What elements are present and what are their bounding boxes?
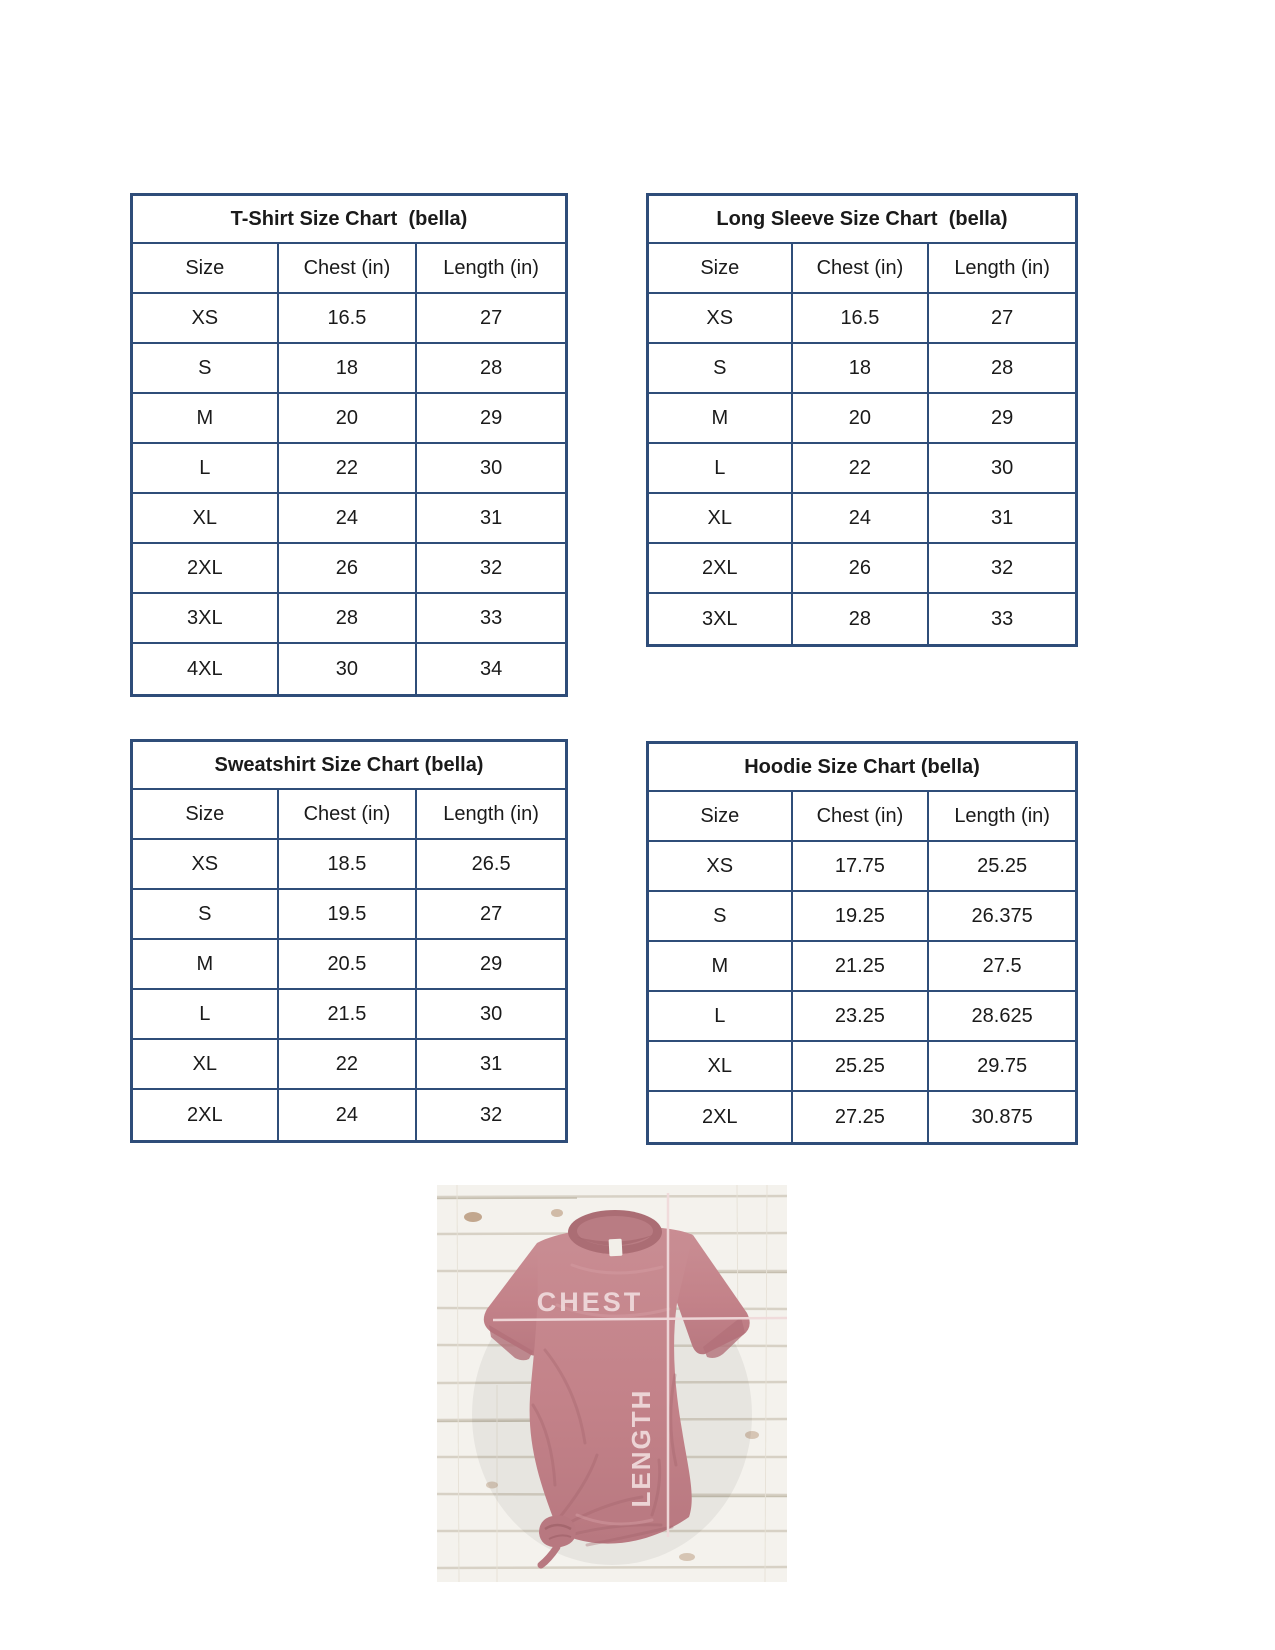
size-cell: XL xyxy=(133,494,279,544)
chest-cell: 19.25 xyxy=(793,892,930,942)
neck-tag xyxy=(609,1239,623,1257)
length-cell: 31 xyxy=(929,494,1075,544)
chest-cell: 22 xyxy=(279,1040,418,1090)
tshirt-size-chart-table xyxy=(130,193,568,697)
length-cell: 27 xyxy=(929,294,1075,344)
length-cell: 30 xyxy=(417,990,565,1040)
chest-cell: 21.25 xyxy=(793,942,930,992)
size-cell: XL xyxy=(649,1042,793,1092)
table-title: Sweatshirt Size Chart (bella) xyxy=(133,742,565,790)
chest-cell: 18.5 xyxy=(279,840,418,890)
column-header: Length (in) xyxy=(417,790,565,840)
size-guide-illustration xyxy=(437,1185,787,1582)
table-title: Hoodie Size Chart (bella) xyxy=(649,744,1075,792)
chest-cell: 19.5 xyxy=(279,890,418,940)
size-cell: M xyxy=(649,942,793,992)
chest-cell: 30 xyxy=(279,644,418,694)
length-cell: 26.375 xyxy=(929,892,1075,942)
column-header: Chest (in) xyxy=(279,790,418,840)
table-grid xyxy=(133,244,565,694)
size-guide-photo xyxy=(437,1185,787,1582)
length-cell: 27.5 xyxy=(929,942,1075,992)
length-cell: 31 xyxy=(417,1040,565,1090)
size-cell: 3XL xyxy=(133,594,279,644)
column-header: Length (in) xyxy=(929,244,1075,294)
column-header: Length (in) xyxy=(929,792,1075,842)
size-cell: 2XL xyxy=(133,544,279,594)
chest-label: CHEST xyxy=(536,1287,644,1317)
table-grid xyxy=(133,790,565,1140)
length-cell: 29 xyxy=(929,394,1075,444)
size-cell: L xyxy=(133,444,279,494)
size-cell: S xyxy=(133,344,279,394)
size-cell: M xyxy=(649,394,793,444)
length-cell: 32 xyxy=(417,544,565,594)
length-cell: 26.5 xyxy=(417,840,565,890)
chest-cell: 22 xyxy=(793,444,930,494)
size-cell: 3XL xyxy=(649,594,793,644)
column-header: Chest (in) xyxy=(793,792,930,842)
length-cell: 29 xyxy=(417,940,565,990)
column-header: Length (in) xyxy=(417,244,565,294)
sweatshirt-size-chart-table xyxy=(130,739,568,1143)
size-cell: 2XL xyxy=(133,1090,279,1140)
length-cell: 31 xyxy=(417,494,565,544)
size-cell: XS xyxy=(133,294,279,344)
chest-cell: 20.5 xyxy=(279,940,418,990)
chest-cell: 24 xyxy=(279,1090,418,1140)
hoodie-size-chart-table xyxy=(646,741,1078,1145)
length-cell: 32 xyxy=(479,1103,503,1126)
length-cell: 34 xyxy=(479,657,503,680)
length-cell: 28 xyxy=(929,344,1075,394)
chest-cell: 23.25 xyxy=(793,992,930,1042)
size-cell: XS xyxy=(133,840,279,890)
chest-cell: 21.5 xyxy=(279,990,418,1040)
chest-cell: 25.25 xyxy=(793,1042,930,1092)
size-cell: 2XL xyxy=(649,1092,793,1142)
length-cell: 33 xyxy=(417,594,565,644)
size-cell: XS xyxy=(649,294,793,344)
table-title: Long Sleeve Size Chart (bella) xyxy=(649,196,1075,244)
column-header: Size xyxy=(649,244,793,294)
table-grid xyxy=(649,244,1075,644)
chest-cell: 22 xyxy=(279,444,418,494)
size-cell: L xyxy=(649,992,793,1042)
size-cell: XL xyxy=(133,1040,279,1090)
length-cell: 30 xyxy=(417,444,565,494)
chest-cell: 26 xyxy=(793,544,930,594)
chest-cell: 24 xyxy=(279,494,418,544)
size-cell: L xyxy=(133,990,279,1040)
column-header: Chest (in) xyxy=(793,244,930,294)
long-sleeve-size-chart-table xyxy=(646,193,1078,647)
column-header: Chest (in) xyxy=(279,244,418,294)
length-cell: 33 xyxy=(991,607,1014,630)
size-cell: S xyxy=(649,344,793,394)
length-cell: 25.25 xyxy=(929,842,1075,892)
length-label: LENGTH xyxy=(626,1388,656,1508)
size-cell: S xyxy=(649,892,793,942)
chest-cell: 26 xyxy=(279,544,418,594)
size-cell: M xyxy=(133,940,279,990)
chest-cell: 20 xyxy=(793,394,930,444)
chest-cell: 24 xyxy=(793,494,930,544)
size-cell: XS xyxy=(649,842,793,892)
chest-cell: 17.75 xyxy=(793,842,930,892)
chest-cell: 16.5 xyxy=(279,294,418,344)
chest-cell: 18 xyxy=(793,344,930,394)
table-grid xyxy=(649,792,1075,1142)
chest-cell: 27.25 xyxy=(793,1092,930,1142)
length-cell: 30 xyxy=(929,444,1075,494)
size-cell: 4XL xyxy=(133,644,279,694)
column-header: Size xyxy=(133,790,279,840)
size-cell: L xyxy=(649,444,793,494)
length-cell: 30.875 xyxy=(971,1105,1033,1128)
chest-cell: 16.5 xyxy=(793,294,930,344)
length-cell: 29 xyxy=(417,394,565,444)
length-cell: 28.625 xyxy=(929,992,1075,1042)
size-cell: 2XL xyxy=(649,544,793,594)
size-cell: XL xyxy=(649,494,793,544)
size-cell: S xyxy=(133,890,279,940)
chest-cell: 18 xyxy=(279,344,418,394)
column-header: Size xyxy=(649,792,793,842)
length-cell: 29.75 xyxy=(929,1042,1075,1092)
length-cell: 27 xyxy=(417,294,565,344)
length-cell: 27 xyxy=(417,890,565,940)
column-header: Size xyxy=(133,244,279,294)
chest-cell: 20 xyxy=(279,394,418,444)
chest-cell: 28 xyxy=(279,594,418,644)
table-title: T-Shirt Size Chart (bella) xyxy=(133,196,565,244)
length-cell: 28 xyxy=(417,344,565,394)
size-cell: M xyxy=(133,394,279,444)
length-cell: 32 xyxy=(929,544,1075,594)
chest-cell: 28 xyxy=(793,594,930,644)
